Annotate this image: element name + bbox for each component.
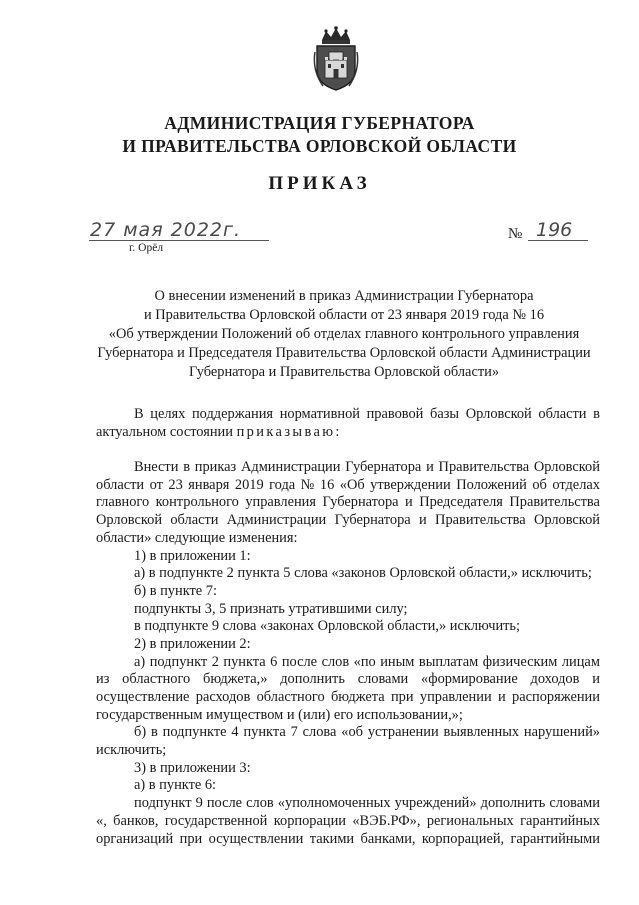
- body-line: «, банков, государственной корпорации «ВЭБ.РФ», региональных гарантийных: [96, 812, 600, 829]
- number-prefix: №: [508, 226, 523, 242]
- coat-of-arms-emblem: [313, 26, 359, 92]
- body-line: главного контрольного управления Губернатора и Председателя Правительства: [96, 494, 600, 511]
- order-subject: [88, 287, 600, 382]
- body-line: в подпункте 9 слова «законах Орловской области,» исключить;: [134, 618, 520, 635]
- number-underline: [528, 240, 588, 241]
- body-line: из областного бюджета,» дополнить словами «формирование доходов и: [96, 671, 600, 688]
- body-line: б) в подпункте 4 пункта 7 слова «об устранении выявленных нарушений»: [134, 724, 600, 741]
- body-line: а) в подпункте 2 пункта 5 слова «законов Орловской области,» исключить;: [134, 565, 592, 582]
- body-line: организаций при осуществлении такими банками, корпорацией, гарантийными: [96, 830, 600, 847]
- body-line: 2) в приложении 2:: [134, 635, 251, 652]
- document-title: ПРИКАЗ: [268, 173, 371, 194]
- body-line: государственным имуществом и (или) его использовании,»;: [96, 706, 463, 723]
- handwritten-number: 196: [536, 219, 573, 241]
- header-line-1: АДМИНИСТРАЦИЯ ГУБЕРНАТОРА: [164, 113, 475, 133]
- preamble-colon: :: [335, 423, 340, 440]
- body-line: 3) в приложении 3:: [134, 759, 251, 776]
- subject-line: «Об утверждении Положений об отделах главного контрольного управления: [108, 326, 580, 342]
- body-line: области» следующие изменения:: [96, 529, 298, 546]
- body-line: подпункты 3, 5 признать утратившими силу;: [134, 600, 408, 617]
- body-line: а) подпункт 2 пункта 6 после слов «по иным выплатам физическим лицам: [134, 653, 600, 670]
- paragraph-gap: [96, 441, 600, 459]
- body-line: исключить;: [96, 742, 167, 759]
- body-line: подпункт 9 после слов «уполномоченных учреждений» дополнить словами: [134, 795, 600, 812]
- subject-line: Губернатора и Председателя Правительства Орловской области Администрации: [97, 345, 591, 361]
- body-line: б) в пункте 7:: [134, 582, 217, 599]
- subject-line: Губернатора и Правительства Орловской области»: [188, 364, 500, 380]
- subject-line: и Правительства Орловской области от 23 января 2019 года № 16: [143, 307, 545, 323]
- body-line: области от 23 января 2019 года № 16 «Об утверждении Положений об отделах: [96, 476, 600, 493]
- body-line: 1) в приложении 1:: [134, 547, 251, 564]
- preamble-line: [96, 424, 600, 442]
- city-label: г. Орёл: [129, 242, 164, 254]
- preamble-line: В целях поддержания нормативной правовой базы Орловской области в: [134, 406, 600, 422]
- body-line: осуществление расходов областного бюджета при управлении и распоряжении: [96, 689, 600, 705]
- body-line: а) в пункте 6:: [134, 777, 217, 794]
- order-body: [96, 406, 600, 848]
- handwritten-date: 27 мая 2022г.: [90, 219, 242, 241]
- subject-line: О внесении изменений в приказ Администрации Губернатора: [154, 288, 534, 304]
- body-line: Внести в приказ Администрации Губернатора и Правительства Орловской: [134, 459, 600, 476]
- prikazyvayu-word: приказываю: [236, 423, 336, 440]
- preamble-text: актуальном состоянии: [96, 423, 237, 440]
- header-line-2: И ПРАВИТЕЛЬСТВА ОРЛОВСКОЙ ОБЛАСТИ: [122, 136, 517, 156]
- date-underline: [89, 240, 269, 241]
- body-line: Орловской области Администрации Губернатора и Правительства Орловской: [96, 512, 600, 529]
